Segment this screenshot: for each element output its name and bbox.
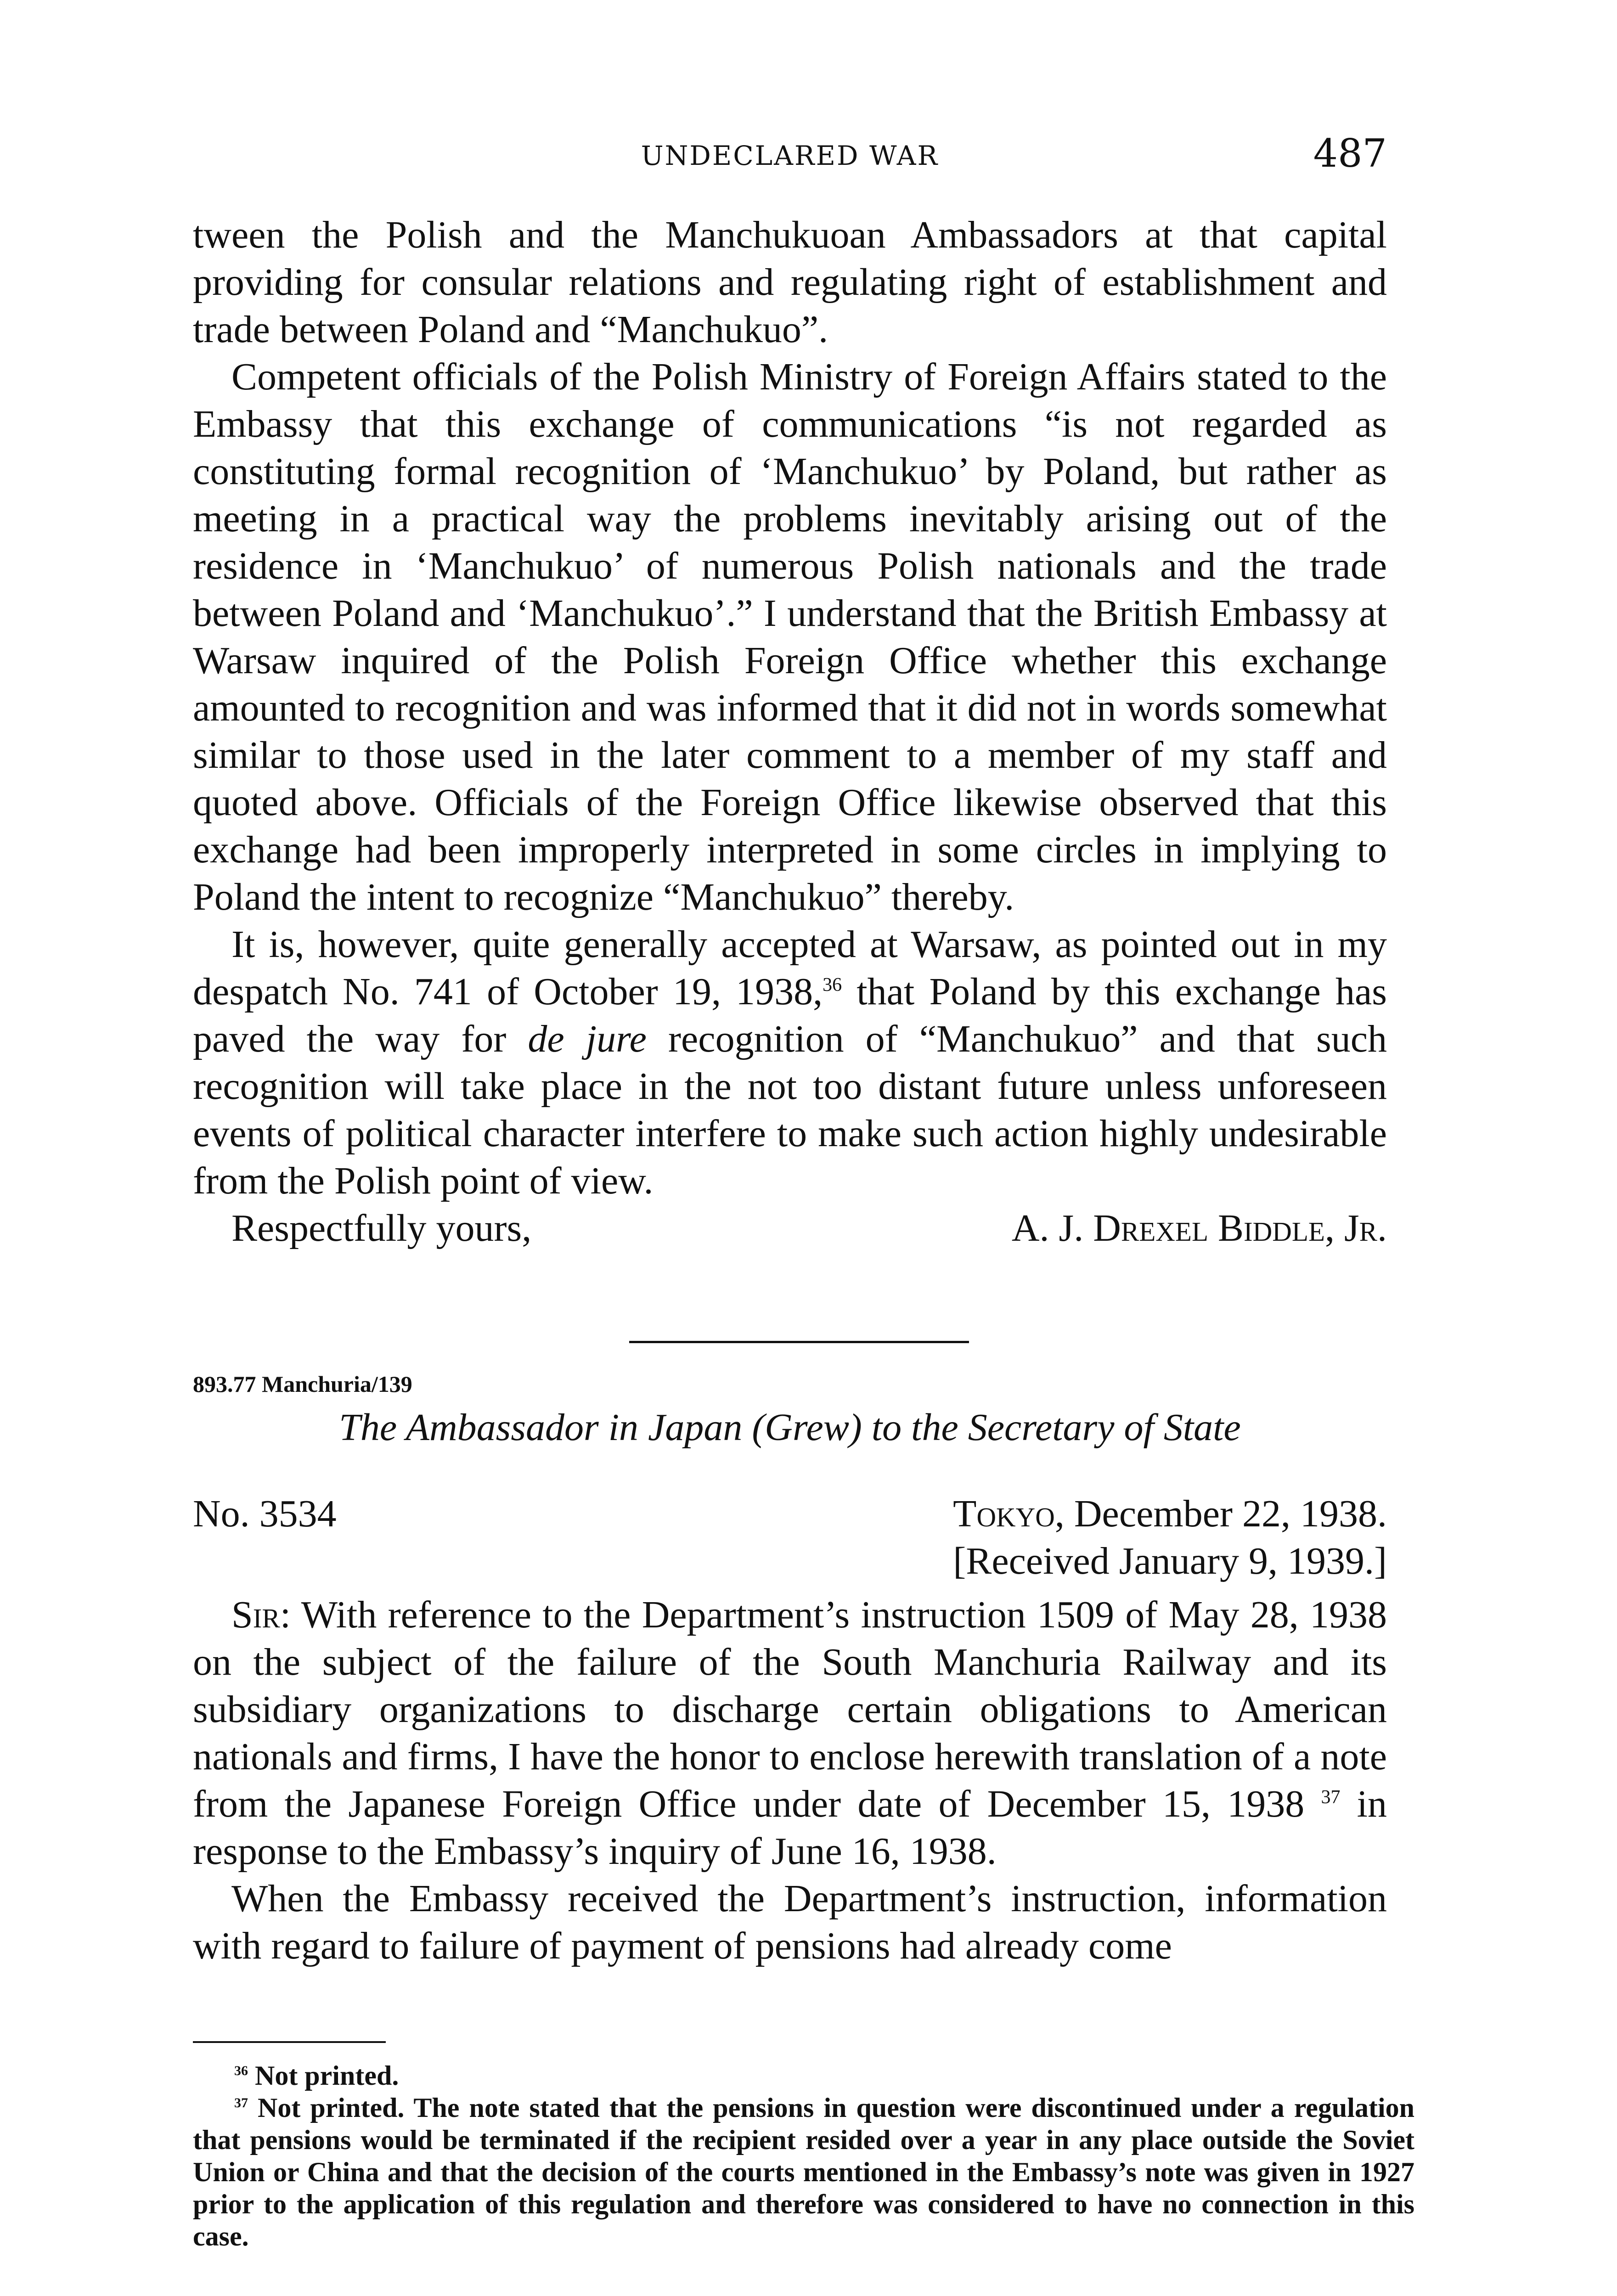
letter-paragraph-3 — [193, 921, 1387, 1204]
letter-paragraph-3-text-a: It is, however, quite generally accepted at Warsaw, as pointed out in my despatch No. 741 of October 19, 1938, — [193, 923, 1387, 1013]
footnote-ref-36: 36 — [823, 974, 842, 996]
page-number: 487 — [1313, 131, 1387, 176]
footnote-37 — [193, 2092, 1414, 2252]
closing: Respectfully yours, — [231, 1207, 532, 1249]
page-header — [193, 131, 1387, 186]
closing-line — [193, 1204, 1387, 1252]
place: Tokyo — [953, 1492, 1055, 1535]
letter-paragraph-3-text-c: recognition of “Manchukuo” and that such recognition will take place in the not too distant future unless unforeseen events of political character interfere to make such action highly undesirable from the Polish point of view. — [193, 1018, 1387, 1202]
footnote-36-text: Not printed. — [248, 2060, 399, 2091]
despatch-paragraph-1-text-b: in response to the Embassy’s inquiry of June 16, 1938. — [193, 1783, 1387, 1873]
footnote-36 — [193, 2060, 1414, 2092]
footnote-37-text: Not printed. The note stated that the pensions in question were discontinued under a regulation that pensions would be terminated if the recipient resided over a year in any place outside the Soviet Union or China and that the decision of the courts mentioned in the Embassy’s note was given in 1927 prior to the application of this regulation and therefore was considered to have no connection in this case. — [193, 2093, 1414, 2251]
place-date — [953, 1490, 1387, 1537]
section-divider — [629, 1341, 969, 1343]
file-number: 893.77 Manchuria/139 — [193, 1371, 412, 1397]
salutation: Sir — [231, 1593, 280, 1636]
dateline — [193, 1490, 1387, 1585]
footnote-divider — [193, 2041, 386, 2043]
despatch-paragraph-1-text-a: : With reference to the Department’s instruction 1509 of May 28, 1938 on the subject of the failure of the South Manchuria Railway and its subsidiary organizations to discharge certain obligations to American nationals and firms, I have the honor to enclose herewith translation of a note from the Japanese Foreign Office under date of December 15, 1938 — [193, 1593, 1387, 1825]
received-date: [Received January 9, 1939.] — [953, 1540, 1387, 1582]
footnote-37-mark: 37 — [234, 2095, 248, 2110]
document-title — [193, 1405, 1387, 1450]
letter-paragraph-2: Competent officials of the Polish Ministry of Foreign Affairs stated to the Embassy that this exchange of communications “is not regarded as constituting formal recognition of ‘Manchukuo’ by Poland, but rather as meeting in a practical way the problems inevitably arising out of the residence in ‘Manchukuo’ of numerous Polish nationals and the trade between Poland and ‘Manchukuo’.” I understand that the British Embassy at Warsaw inquired of the Polish Foreign Office whether this exchange amounted to recognition and was informed that it did not in words somewhat similar to those used in the later comment to a member of my staff and quoted above. Officials of the Foreign Office likewise observed that this exchange had been improperly interpreted in some circles in implying to Poland the intent to recognize “Manchukuo” thereby. — [193, 355, 1387, 918]
document-title-name: Grew — [765, 1406, 849, 1449]
letter-paragraph-1: tween the Polish and the Manchukuoan Ambassadors at that capital providing for consular relations and regulating right of establishment and trade between Poland and “Manchukuo”. — [193, 214, 1387, 351]
despatch-number: No. 3534 — [193, 1492, 337, 1535]
despatch-paragraph-2: When the Embassy received the Department’s instruction, information with regard to failure of payment of pensions had already come — [193, 1877, 1387, 1967]
footnote-36-mark: 36 — [234, 2063, 248, 2078]
signature: A. J. Drexel Biddle, Jr. — [1011, 1207, 1387, 1249]
letter-paragraph-3-italic: de jure — [528, 1018, 647, 1060]
letter-paragraph-3-text-b: that Poland by this exchange has paved the way for — [193, 970, 1387, 1060]
despatch-body — [193, 1591, 1387, 1970]
date: , December 22, 1938. — [1054, 1492, 1387, 1535]
document-title-text-b: ) to the Secretary of State — [849, 1406, 1241, 1449]
document-title-text-a: The Ambassador in Japan ( — [339, 1406, 765, 1449]
footnotes — [193, 2060, 1414, 2252]
letter-body — [193, 211, 1387, 1252]
running-head: UNDECLARED WAR — [641, 140, 939, 171]
despatch-paragraph-1 — [193, 1591, 1387, 1875]
footnote-ref-37: 37 — [1321, 1787, 1341, 1808]
